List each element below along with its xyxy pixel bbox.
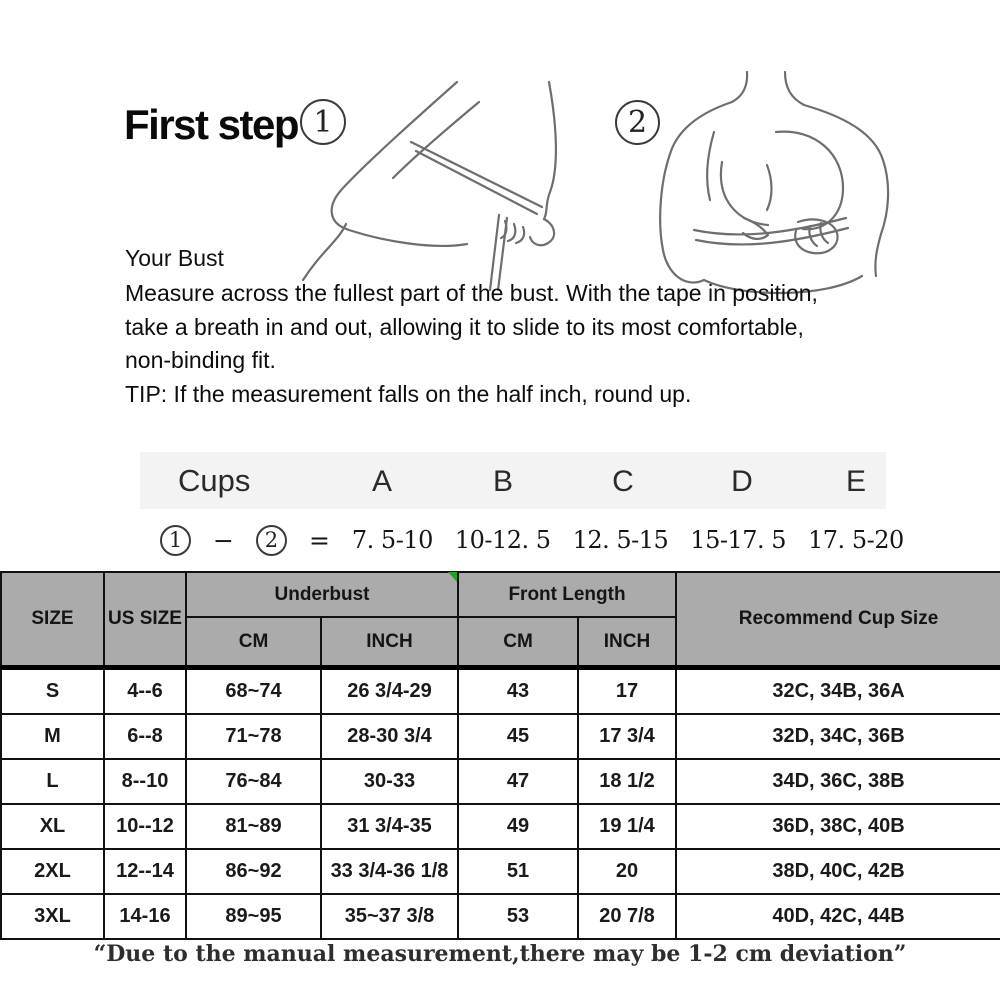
table-row-xl — [1, 804, 1000, 849]
cup-letter-e: E — [845, 465, 867, 498]
col-header-front-length-inch: INCH — [578, 617, 676, 668]
cell-size: L — [1, 759, 104, 804]
cup-letter-a: A — [371, 465, 393, 498]
cell-front-length-inch: 17 3/4 — [578, 714, 676, 759]
cell-size: S — [1, 668, 104, 715]
cell-recommend-cup: 32C, 34B, 36A — [676, 668, 1000, 715]
size-chart-table — [0, 571, 1000, 940]
col-header-recommend-cup: Recommend Cup Size — [676, 572, 1000, 668]
cell-underbust-inch: 33 3/4-36 1/8 — [321, 849, 458, 894]
table-row-3xl — [1, 894, 1000, 939]
instruction-line: take a breath in and out, allowing it to slide to its most comfortable, — [125, 313, 804, 340]
col-header-underbust: Underbust — [186, 572, 458, 617]
cell-recommend-cup: 32D, 34C, 36B — [676, 714, 1000, 759]
cell-us-size: 4--6 — [104, 668, 186, 715]
cup-e-range: 17. 5-20 — [808, 526, 904, 554]
deviation-note: “Due to the manual measurement,there may be 1-2 cm deviation” — [93, 941, 907, 967]
side-view-measurement-figure-icon — [283, 80, 578, 292]
table-row-l — [1, 759, 1000, 804]
col-header-size: SIZE — [1, 572, 104, 668]
cup-a-range: 7. 5-10 — [351, 526, 433, 554]
cup-letter-d: D — [731, 465, 753, 498]
instruction-line: non-binding fit. — [125, 347, 276, 373]
cell-underbust-cm: 81~89 — [186, 804, 321, 849]
cell-underbust-cm: 89~95 — [186, 894, 321, 939]
cell-size: 2XL — [1, 849, 104, 894]
cup-size-formula — [160, 521, 904, 559]
cell-front-length-inch: 18 1/2 — [578, 759, 676, 804]
cell-underbust-cm: 71~78 — [186, 714, 321, 759]
cell-front-length-cm: 45 — [458, 714, 578, 759]
cell-front-length-cm: 43 — [458, 668, 578, 715]
cup-letter-c: C — [612, 465, 634, 498]
cell-front-length-cm: 47 — [458, 759, 578, 804]
table-row-2xl — [1, 849, 1000, 894]
col-header-underbust-cm: CM — [186, 617, 321, 668]
table-row-m — [1, 714, 1000, 759]
cell-recommend-cup: 34D, 36C, 38B — [676, 759, 1000, 804]
cell-underbust-cm: 76~84 — [186, 759, 321, 804]
cell-us-size: 14-16 — [104, 894, 186, 939]
col-header-us-size: US SIZE — [104, 572, 186, 668]
cell-underbust-inch: 31 3/4-35 — [321, 804, 458, 849]
cup-c-range: 12. 5-15 — [572, 526, 669, 554]
step-2-number: 2 — [627, 105, 648, 140]
cell-front-length-inch: 19 1/4 — [578, 804, 676, 849]
cup-b-range: 10-12. 5 — [454, 526, 551, 554]
cell-front-length-cm: 49 — [458, 804, 578, 849]
formula-step-2-icon — [256, 525, 287, 556]
cell-us-size: 12--14 — [104, 849, 186, 894]
cell-front-length-cm: 51 — [458, 849, 578, 894]
cell-front-length-inch: 17 — [578, 668, 676, 715]
col-header-underbust-inch: INCH — [321, 617, 458, 668]
cell-underbust-inch: 26 3/4-29 — [321, 668, 458, 715]
col-header-front-length: Front Length — [458, 572, 676, 617]
cell-front-length-cm: 53 — [458, 894, 578, 939]
measurement-instructions — [125, 277, 818, 411]
cup-d-range: 15-17. 5 — [690, 526, 787, 554]
cell-us-size: 8--10 — [104, 759, 186, 804]
cups-header-band — [140, 452, 886, 509]
cell-underbust-inch: 35~37 3/8 — [321, 894, 458, 939]
equals-sign: = — [308, 525, 330, 555]
cups-label: Cups — [178, 463, 251, 498]
instruction-tip-line: TIP: If the measurement falls on the half inch, round up. — [125, 380, 692, 407]
cell-recommend-cup: 40D, 42C, 44B — [676, 894, 1000, 939]
instruction-line: Measure across the fullest part of the bust. With the tape in position, — [125, 280, 818, 306]
formula-step-2-number: 2 — [264, 528, 279, 552]
formula-step-1-number: 1 — [168, 528, 183, 552]
minus-sign: − — [213, 525, 234, 555]
cell-underbust-inch: 28-30 3/4 — [321, 714, 458, 759]
table-row-s — [1, 668, 1000, 715]
cell-size: M — [1, 714, 104, 759]
cell-us-size: 10--12 — [104, 804, 186, 849]
cell-underbust-inch: 30-33 — [321, 759, 458, 804]
cell-underbust-cm: 68~74 — [186, 668, 321, 715]
formula-step-1-icon — [160, 525, 191, 556]
cell-recommend-cup: 38D, 40C, 42B — [676, 849, 1000, 894]
cell-size: XL — [1, 804, 104, 849]
section-heading: Your Bust — [125, 245, 224, 271]
col-header-front-length-cm: CM — [458, 617, 578, 668]
front-view-measurement-figure-icon — [650, 70, 910, 300]
cell-front-length-inch: 20 7/8 — [578, 894, 676, 939]
size-chart-header — [1, 572, 1000, 668]
cell-recommend-cup: 36D, 38C, 40B — [676, 804, 1000, 849]
cup-letter-b: B — [492, 465, 514, 498]
cell-underbust-cm: 86~92 — [186, 849, 321, 894]
cell-us-size: 6--8 — [104, 714, 186, 759]
page-title: First step — [124, 101, 299, 148]
cell-front-length-inch: 20 — [578, 849, 676, 894]
cell-size: 3XL — [1, 894, 104, 939]
step-1-number: 1 — [313, 104, 333, 140]
